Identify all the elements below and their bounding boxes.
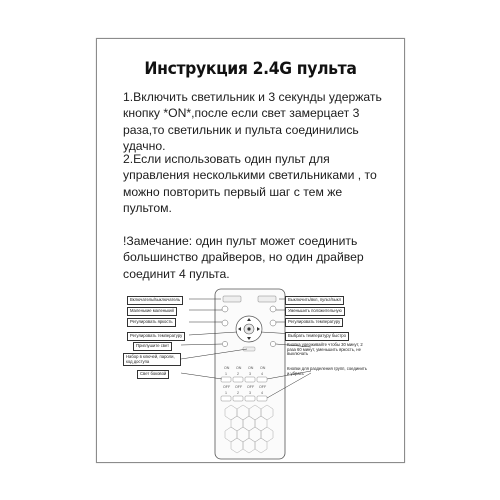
svg-text:4: 4 xyxy=(261,391,263,395)
brightness-icon xyxy=(222,320,228,326)
label-temperature-quick: Выбрать температуру быстро xyxy=(285,332,349,341)
page-title: Инструкция 2.4G пульта xyxy=(144,59,357,79)
instruction-step-1: 1.Включить светильник и 3 секунды удержать кнопку *ON*,после если свет замерцает 3 раза,то светильник и пульта соединились удачно. xyxy=(123,90,382,153)
label-power-toggle: Включатель/выключатель xyxy=(127,296,183,305)
label-keys-code: Набор в ключей, пароли, код доступа xyxy=(123,353,181,366)
svg-text:OFF: OFF xyxy=(223,385,231,389)
svg-text:3: 3 xyxy=(249,372,251,376)
instruction-sheet xyxy=(96,38,405,463)
label-temperature: Регулировать температуру xyxy=(127,332,185,341)
remote-on-button xyxy=(223,296,241,302)
svg-text:2: 2 xyxy=(237,372,239,376)
label-dim: Приглушите свет xyxy=(133,342,172,351)
label-brightness: Регулировать яркость xyxy=(127,318,176,327)
remote-off-button xyxy=(258,296,276,302)
label-night-light: Маленькие маленький xyxy=(127,307,177,316)
svg-text:OFF: OFF xyxy=(259,385,267,389)
brightness-up-icon xyxy=(270,306,276,312)
instruction-note: !Замечание: один пульт может соединить большинство драйверов, но один драйвер соединит 4 пульта. xyxy=(123,234,364,281)
label-switch-remote: Выключить/вкл, пульт/выкл xyxy=(285,296,344,305)
svg-text:4: 4 xyxy=(261,372,263,376)
temperature-icon xyxy=(270,320,276,326)
timer-icon xyxy=(270,341,275,346)
svg-text:2: 2 xyxy=(237,391,239,395)
dim-icon xyxy=(222,341,227,346)
instruction-step-2: 2.Если использовать один пульт для управления несколькими светильниками , то можно повторить первый шаг с тем же пультом. xyxy=(123,152,377,215)
svg-text:3: 3 xyxy=(249,391,251,395)
svg-text:OFF: OFF xyxy=(247,385,255,389)
label-temperature-right: Регулировать температуру xyxy=(285,318,343,327)
svg-text:OFF: OFF xyxy=(235,385,243,389)
svg-text:ON: ON xyxy=(236,366,242,370)
svg-text:ON: ON xyxy=(248,366,254,370)
label-side-light: Свет боковой xyxy=(137,370,169,379)
svg-text:1: 1 xyxy=(225,391,227,395)
label-decrease: Уменьшить положительную xyxy=(285,307,345,316)
svg-text:ON: ON xyxy=(224,366,230,370)
label-timer: Кнопка удерживайте чтобы 30 минут, 2 раза 60 минут, уменьшить яркость, не выключать xyxy=(287,342,363,357)
svg-text:1: 1 xyxy=(225,372,227,376)
brightness-down-icon xyxy=(222,306,228,312)
remote-diagram xyxy=(97,287,404,462)
label-group-buttons: Кнопки для разделения групп, соединить и убрать xyxy=(287,366,367,376)
svg-text:ON: ON xyxy=(260,366,266,370)
